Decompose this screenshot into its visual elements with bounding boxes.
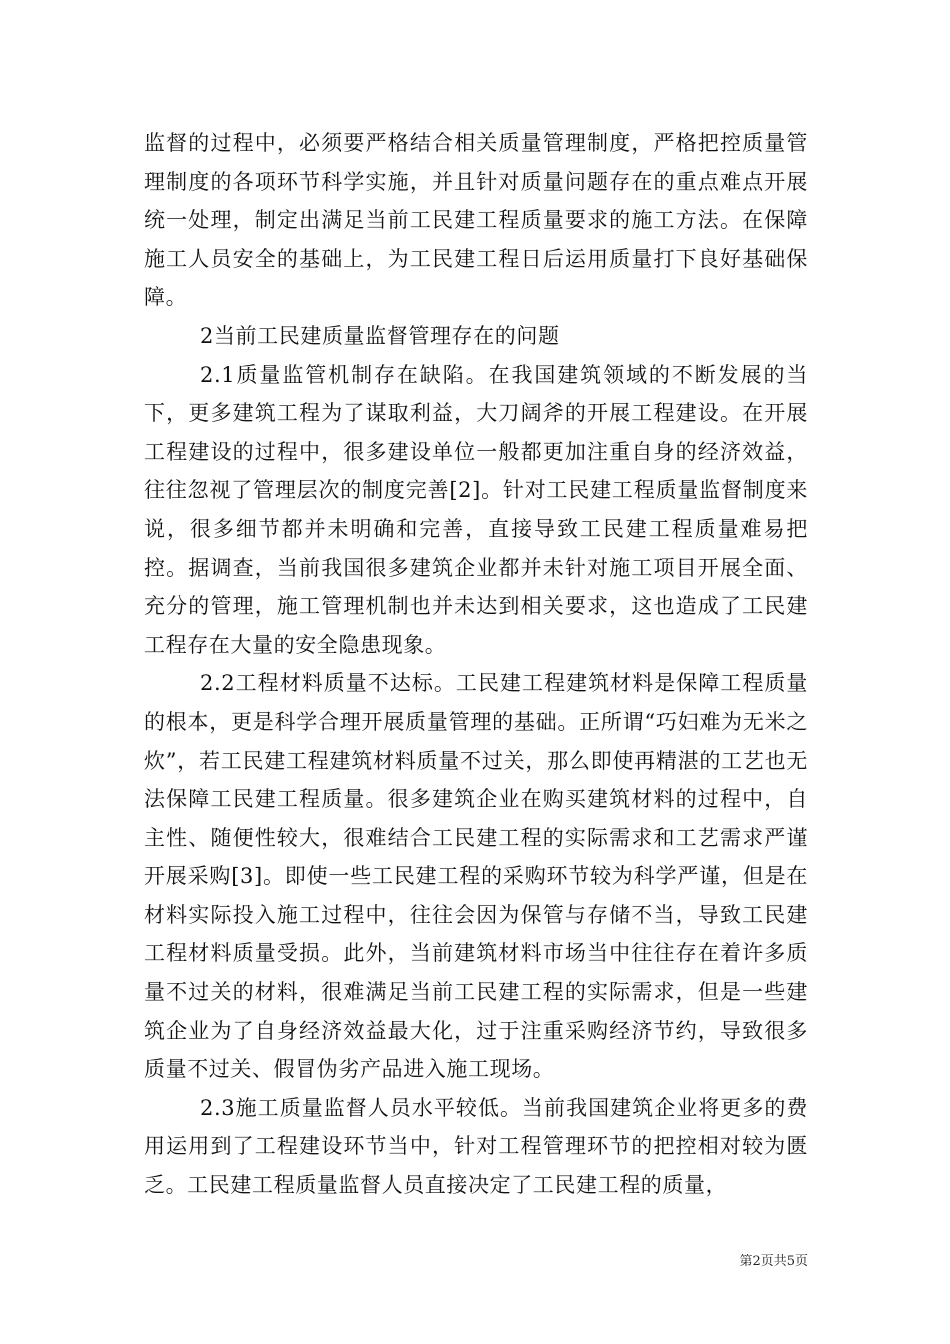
page-number-footer: 第2页共5页	[739, 1254, 808, 1269]
paragraph-2-3: 2.3施工质量监督人员水平较低。当前我国建筑企业将更多的费用运用到了工程建设环节当中，针对工程管理环节的把控相对较为匮乏。工民建工程质量监督人员直接决定了工民建工程的质量，	[144, 1095, 808, 1198]
paragraph-2-1: 2.1质量监管机制存在缺陷。在我国建筑领域的不断发展的当下，更多建筑工程为了谋取利益，大刀阔斧的开展工程建设。在开展工程建设的过程中，很多建设单位一般都更加注重自身的经济效益，往往忽视了管理层次的制度完善[2]。针对工民建工程质量监督制度来说，很多细节都并未明确和完善，直接导致工民建工程质量难易把控。据调查，当前我国很多建筑企业都并未针对施工项目开展全面、充分的管理，施工管理机制也并未达到相关要求，这也造成了工民建工程存在大量的安全隐患现象。	[144, 362, 808, 657]
document-body	[144, 124, 808, 1205]
section-heading: 2当前工民建质量监督管理存在的问题	[200, 323, 560, 348]
paragraph-2-2: 2.2工程材料质量不达标。工民建工程建筑材料是保障工程质量的根本，更是科学合理开展质量管理的基础。正所谓“巧妇难为无米之炊”，若工民建工程建筑材料质量不过关，那么即使再精湛的工艺也无法保障工民建工程质量。很多建筑企业在购买建筑材料的过程中，自主性、随便性较大，很难结合工民建工程的实际需求和工艺需求严谨开展采购[3]。即使一些工民建工程的采购环节较为科学严谨，但是在材料实际投入施工过程中，往往会因为保管与存储不当，导致工民建工程材料质量受损。此外，当前建筑材料市场当中往往存在着许多质量不过关的材料，很难满足当前工民建工程的实际需求，但是一些建筑企业为了自身经济效益最大化，过于注重采购经济节约，导致很多质量不过关、假冒伪劣产品进入施工现场。	[144, 671, 808, 1082]
paragraph-continuation: 监督的过程中，必须要严格结合相关质量管理制度，严格把控质量管理制度的各项环节科学实施，并且针对质量问题存在的重点难点开展统一处理，制定出满足当前工民建工程质量要求的施工方法。在保障施工人员安全的基础上，为工民建工程日后运用质量打下良好基础保障。	[144, 131, 808, 310]
